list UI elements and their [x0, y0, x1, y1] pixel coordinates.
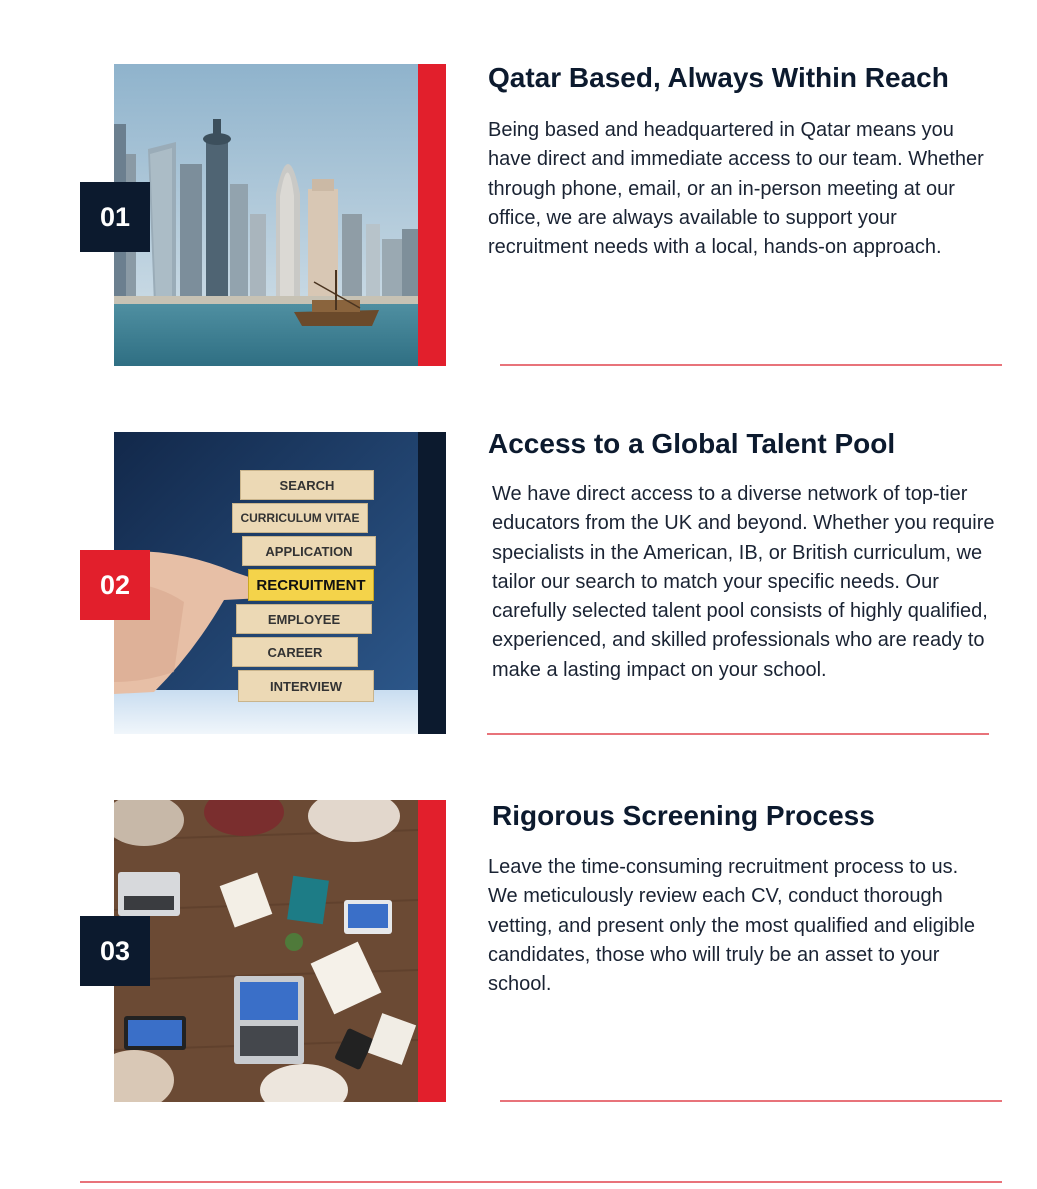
feature-description: We have direct access to a diverse network of top-tier educators from the UK and beyond. Whether you require specialists in the American, IB, or British curriculum, we tailor our search to match your specific needs. Our carefully selected talent pool consists of highly qualified, experienced, and skilled professionals who are ready to make a lasting impact on your school.: [492, 483, 995, 681]
word-block: EMPLOYEE: [236, 604, 372, 634]
accent-stripe: [418, 64, 446, 366]
doha-skyline-photo: [114, 64, 418, 366]
feature-title: Access to a Global Talent Pool: [488, 428, 896, 459]
word-block: INTERVIEW: [238, 670, 374, 702]
feature-number-badge: 01: [80, 182, 150, 252]
feature-description: Being based and headquartered in Qatar means you have direct and immediate access to our team. Whether through phone, email, or an in-person meeting at our office, we are always available to support your recruitment needs with a local, hands-on approach.: [488, 119, 984, 259]
feature-number-badge: 02: [80, 550, 150, 620]
page-bottom-divider: [80, 1181, 1002, 1183]
feature-title: Qatar Based, Always Within Reach: [488, 62, 949, 93]
word-block: CAREER: [232, 637, 358, 667]
word-block: CURRICULUM VITAE: [232, 503, 368, 533]
team-meeting-table-photo: [114, 800, 418, 1102]
feature-image-3: [114, 800, 446, 1102]
accent-stripe: [418, 432, 446, 734]
word-blocks-stack: [232, 470, 378, 702]
word-block: APPLICATION: [242, 536, 376, 566]
feature-description: Leave the time-consuming recruitment process to us. We meticulously review each CV, conduct thorough vetting, and present only the most qualified and eligible candidates, those who will truly be an asset to your school.: [488, 856, 975, 996]
feature-title: Rigorous Screening Process: [492, 800, 875, 831]
section-divider: [500, 1100, 1002, 1102]
feature-image-1: [114, 64, 446, 366]
feature-number-badge: 03: [80, 916, 150, 986]
section-divider: [500, 364, 1002, 366]
section-divider: [487, 733, 989, 735]
accent-stripe: [418, 800, 446, 1102]
word-block-highlight: RECRUITMENT: [248, 569, 374, 601]
word-block: SEARCH: [240, 470, 374, 500]
